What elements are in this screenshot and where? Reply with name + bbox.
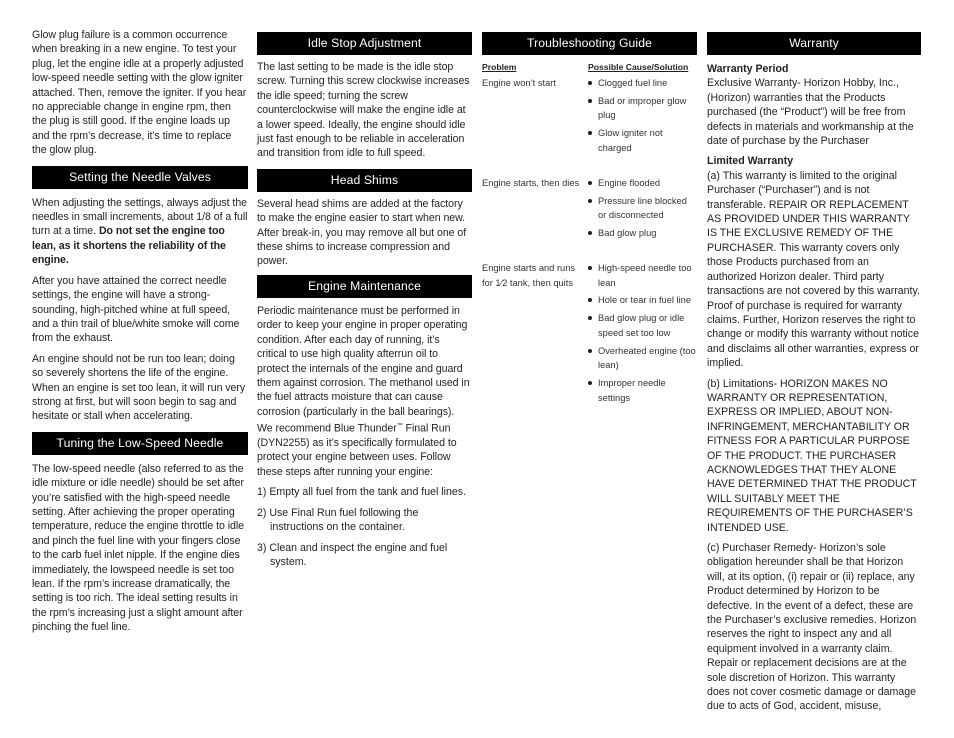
cause-item: Bad glow plug or idle speed set too low xyxy=(588,311,697,340)
cause-item: Bad or improper glow plug xyxy=(588,94,697,123)
glow-plug-paragraph: Glow plug failure is a common occurrence when breaking in a new engine. To test your plug, let the engine idle at a properly adjusted low-speed needle setting with the glow igniter attached. Then, remove the igniter. If you hear no appreciable change in engine rpm, then the plug is still good. If the engine loads up and the rpm’s decrease, it’s time to replace the glow plug. xyxy=(32,29,247,157)
table-row xyxy=(482,261,697,408)
maintenance-step: 3) Clean and inspect the engine and fuel system. xyxy=(257,541,448,568)
table-row xyxy=(482,176,697,261)
problem-cell: Engine starts and runs for 1⁄2 tank, then quits xyxy=(482,263,576,288)
cause-item: Improper needle settings xyxy=(588,376,697,405)
cause-item: High-speed needle too lean xyxy=(588,261,697,290)
low-speed-paragraph: The low-speed needle (also referred to as the idle mixture or idle needle) should be set after you’re satisfied with the high-speed needle setting. After achieving the proper operating temperature, reduce the engine throttle to idle and pinch the fuel line with your fingers close to the carb fuel inlet nipple. If the engine dies immediately, the lowspeed needle is set too lean. If the rpm’s increase dramatically, the setting is too rich. The ideal setting results in the rpm’s increasing just a slight amount after pinching the fuel line. xyxy=(32,462,245,634)
idle-stop-paragraph: The last setting to be made is the idle stop screw. Turning this screw clockwise increases the idle speed; turning the screw counterclockwise will make the engine idle at a lower speed. Ideally, the engine should idle just fast enough to be reliable in acceleration and transition from idle to full speed. xyxy=(257,61,470,160)
idle-stop-adjustment-heading: Idle Stop Adjustment xyxy=(257,32,472,55)
needle-paragraph-2: After you have attained the correct needle settings, the engine will have a strong-sounding, high-pitched whine at full speed, and a thin trail of blue/white smoke will come from the exhaust. xyxy=(32,274,240,345)
limited-warranty-title: Limited Warranty xyxy=(707,155,794,168)
cause-item: Bad glow plug xyxy=(588,226,697,241)
cause-column-header: Possible Cause/Solution xyxy=(588,62,689,72)
problem-column-header: Problem xyxy=(482,62,517,72)
head-shims-heading: Head Shims xyxy=(257,169,472,192)
table-header xyxy=(482,62,697,72)
trademark-symbol: ™ xyxy=(396,423,403,430)
limited-warranty-a: (a) This warranty is limited to the original Purchaser (“Purchaser”) and is not transferable. REPAIR OR REPLACEMENT AS PROVIDED UNDER THIS WARRANTY IS THE EXCLUSIVE REMEDY OF THE PURCHASER. This warranty covers only those Products purchased from an authorized Horizon dealer. Third party transactions are not covered by this warranty. Proof of purchase is required for warranty claims. Further, Horizon reserves the right to change or modify this warranty without notice and disclaims all other warranties, express or implied. xyxy=(707,169,920,370)
cause-item: Clogged fuel line xyxy=(588,76,697,91)
limited-warranty-b: (b) Limitations- HORIZON MAKES NO WARRANTY OR REPRESENTATION, EXPRESS OR IMPLIED, ABOUT NON-INFRINGEMENT, MERCHANTABILITY OR FITNESS FOR A PARTICULAR PURPOSE OF THE PRODUCT. THE PURCHASER ACKNOWLEDGES THAT THEY ALONE HAVE DETERMINED THAT THE PRODUCT WILL SUITABLY MEET THE REQUIREMENTS OF THE PURCHASER’S INTENDED USE. xyxy=(707,377,917,534)
troubleshooting-guide-heading: Troubleshooting Guide xyxy=(482,32,697,55)
troubleshooting-table xyxy=(482,62,697,408)
needle-paragraph-1-text: When adjusting the settings, always adjust the needles in small increments, about 1/8 of a full turn at a time. xyxy=(32,196,248,238)
needle-paragraph-1 xyxy=(32,196,248,268)
cause-list xyxy=(588,76,697,176)
warranty-heading: Warranty xyxy=(707,32,921,55)
column-3 xyxy=(482,28,697,408)
cause-list xyxy=(588,176,697,261)
cause-item: Engine flooded xyxy=(588,176,697,191)
cause-item: Glow igniter not charged xyxy=(588,126,697,155)
column-1 xyxy=(32,28,248,641)
needle-warning-bold: Do not set the engine too lean, as it shortens the reliability of the engine. xyxy=(32,225,226,267)
problem-cell: Engine won’t start xyxy=(482,78,556,88)
warranty-period-paragraph: Exclusive Warranty- Horizon Hobby, Inc., (Horizon) warranties that the Products purchased (the “Product”) will be free from defects in materials and workmanship at the date of purchase by the Purchaser xyxy=(707,77,914,148)
maintenance-text-b: Final Run (DYN2255) as it’s specifically formulated to protect your engine between uses. Follow these steps after running your engine: xyxy=(257,422,457,478)
cause-item: Overheated engine (too lean) xyxy=(588,344,697,373)
setting-needle-valves-heading: Setting the Needle Valves xyxy=(32,166,248,189)
problem-cell: Engine starts, then dies xyxy=(482,178,580,188)
maintenance-step: 2) Use Final Run fuel following the instructions on the container. xyxy=(257,506,419,534)
cause-item: Pressure line blocked or disconnected xyxy=(588,194,697,223)
limited-warranty-c: (c) Purchaser Remedy- Horizon’s sole obligation hereunder shall be that Horizon will, at its option, (i) repair or (ii) replace, any Product determined by Horizon to be defective. In the event of a defect, these are the Purchaser’s exclusive remedies. Horizon reserves the right to inspect any and all equipment involved in a warranty claim. Repair or replacement decisions are at the sole discretion of Horizon. This warranty does not cover cosmetic damage or damage due to acts of God, accident, misuse, xyxy=(707,542,917,713)
cause-list xyxy=(588,261,697,408)
cause-item: Hole or tear in fuel line xyxy=(588,293,697,308)
head-shims-paragraph: Several head shims are added at the factory to make the engine easier to start when new. After break-in, you may remove all but one of these shims to increase compression and power. xyxy=(257,197,467,268)
needle-paragraph-3: An engine should not be run too lean; doing so severely shortens the life of the engine. When an engine is set too lean, it will run very strong at first, but will soon begin to sag and hesitate or stall when accelerating. xyxy=(32,352,246,423)
maintenance-step: 1) Empty all fuel from the tank and fuel lines. xyxy=(257,486,467,499)
warranty-period-title: Warranty Period xyxy=(707,63,789,75)
maintenance-text-a: Periodic maintenance must be performed in order to keep your engine in proper operating condition. After each day of running, it’s critical to use high quality afterrun oil to protect the internals of the engine and guard them against corrosion. The methanol used in the fuel attracts moisture that can cause corrosion (particularly in the ball bearings). We recommend Blue Thunder xyxy=(257,304,470,435)
column-4 xyxy=(707,28,921,720)
column-2 xyxy=(257,28,472,575)
maintenance-steps-list xyxy=(257,485,472,569)
tuning-low-speed-needle-heading: Tuning the Low-Speed Needle xyxy=(32,432,248,455)
engine-maintenance-paragraph xyxy=(257,304,472,479)
table-row xyxy=(482,76,697,176)
engine-maintenance-heading: Engine Maintenance xyxy=(257,275,472,298)
